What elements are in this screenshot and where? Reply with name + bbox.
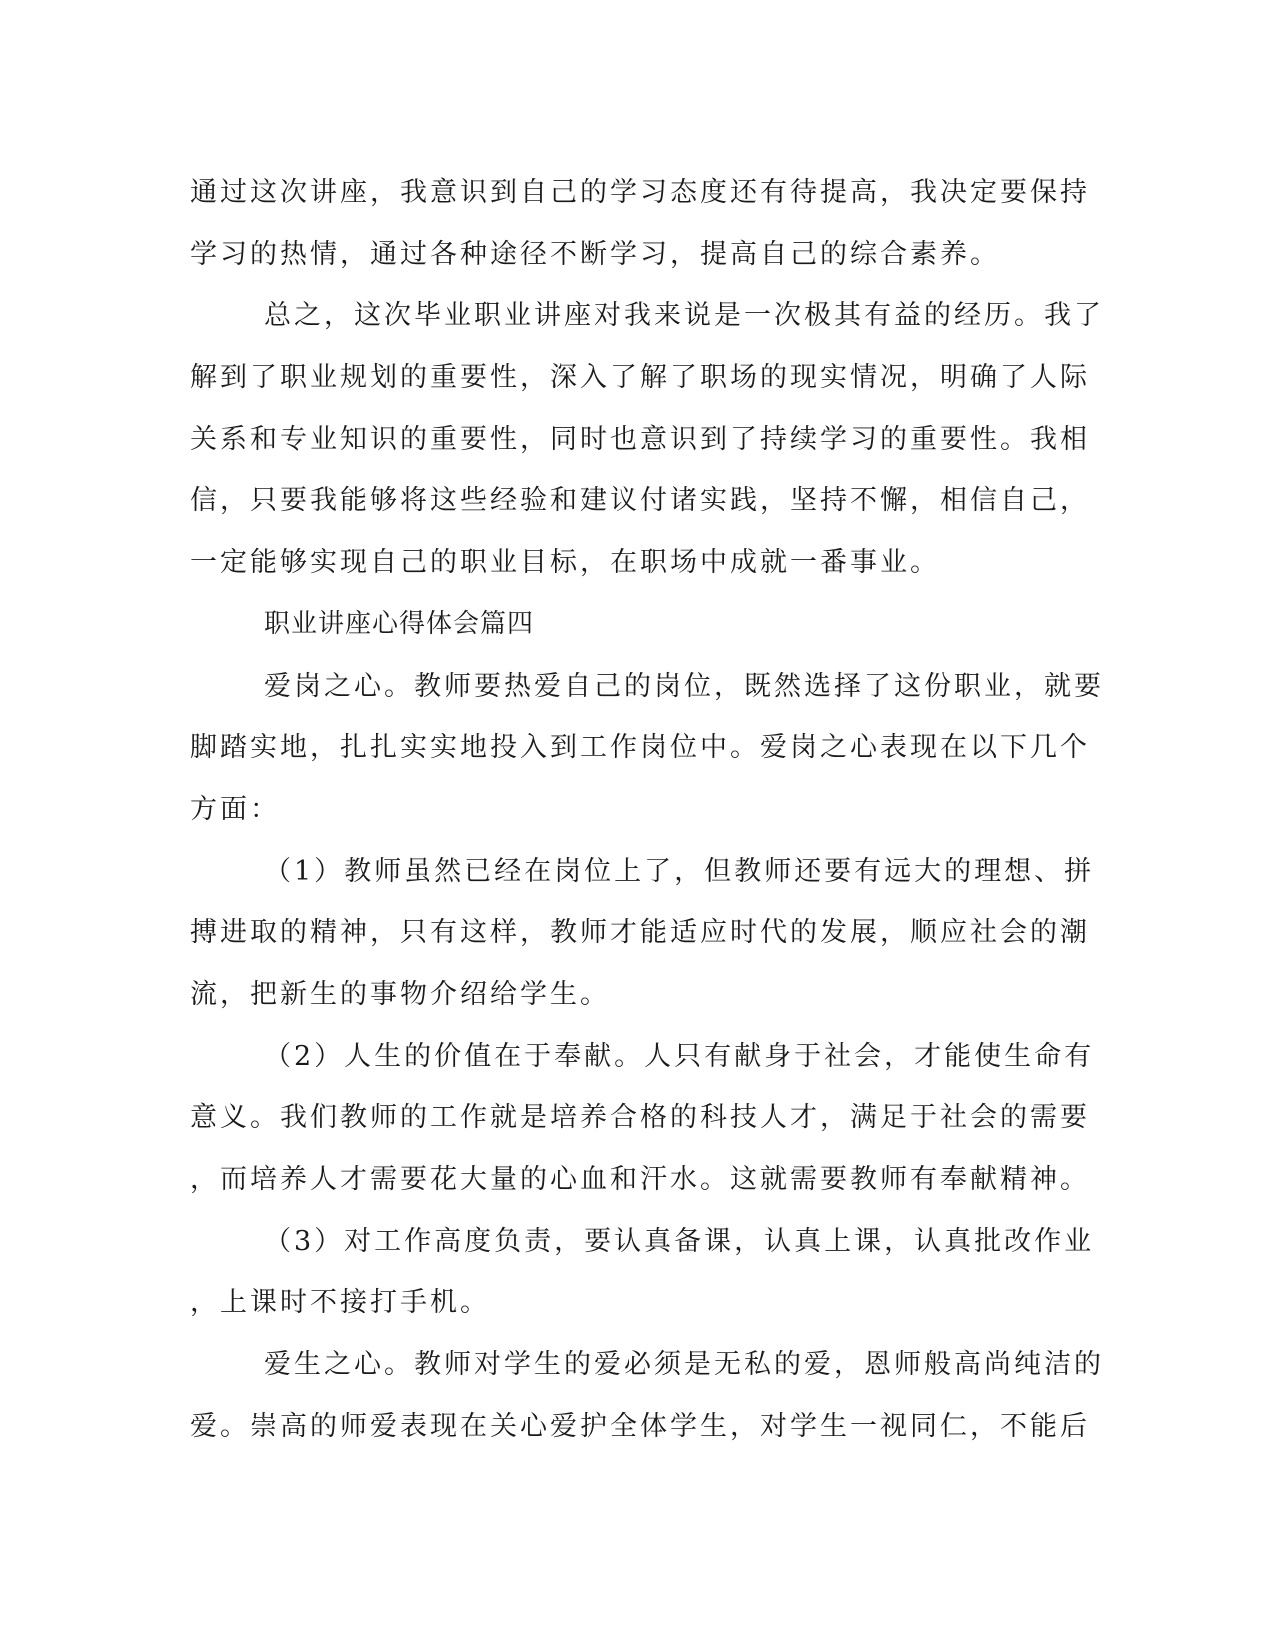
text-line: 信，只要我能够将这些经验和建议付诸实践，坚持不懈，相信自己， [190, 485, 1090, 517]
text-line: 爱。崇高的师爱表现在关心爱护全体学生，对学生一视同仁，不能后 [190, 1410, 1090, 1442]
text-line: 流，把新生的事物介绍给学生。 [190, 978, 610, 1010]
text-line: 方面： [190, 793, 280, 825]
paragraph-start-line: 总之，这次毕业职业讲座对我来说是一次极其有益的经历。我了 [264, 300, 1104, 332]
list-item-1-line: （1）教师虽然已经在岗位上了，但教师还要有远大的理想、拼 [264, 855, 1095, 887]
text-line: ，上课时不接打手机。 [190, 1287, 490, 1319]
text-line: 搏进取的精神，只有这样，教师才能适应时代的发展，顺应社会的潮 [190, 917, 1090, 949]
text-line: 一定能够实现自己的职业目标，在职场中成就一番事业。 [190, 547, 940, 579]
list-item-2-line: （2）人生的价值在于奉献。人只有献身于社会，才能使生命有 [264, 1040, 1095, 1072]
list-item-3-line: （3）对工作高度负责，要认真备课，认真上课，认真批改作业 [264, 1225, 1095, 1257]
text-line: 意义。我们教师的工作就是培养合格的科技人才，满足于社会的需要 [190, 1102, 1090, 1134]
document-body [190, 162, 1104, 1457]
text-line: 脚踏实地，扎扎实实地投入到工作岗位中。爱岗之心表现在以下几个 [190, 732, 1090, 764]
paragraph-start-line: 爱生之心。教师对学生的爱必须是无私的爱，恩师般高尚纯洁的 [264, 1349, 1104, 1381]
text-line: ，而培养人才需要花大量的心血和汗水。这就需要教师有奉献精神。 [190, 1164, 1090, 1195]
text-line: 通过这次讲座，我意识到自己的学习态度还有待提高，我决定要保持 [190, 177, 1090, 208]
text-line: 解到了职业规划的重要性，深入了解了职场的现实情况，明确了人际 [190, 362, 1090, 394]
paragraph-start-line: 爱岗之心。教师要热爱自己的岗位，既然选择了这份职业，就要 [264, 670, 1104, 702]
text-line: 学习的热情，通过各种途径不断学习，提高自己的综合素养。 [190, 238, 1000, 270]
text-line: 关系和专业知识的重要性，同时也意识到了持续学习的重要性。我相 [190, 423, 1090, 455]
section-heading: 职业讲座心得体会篇四 [264, 608, 535, 639]
